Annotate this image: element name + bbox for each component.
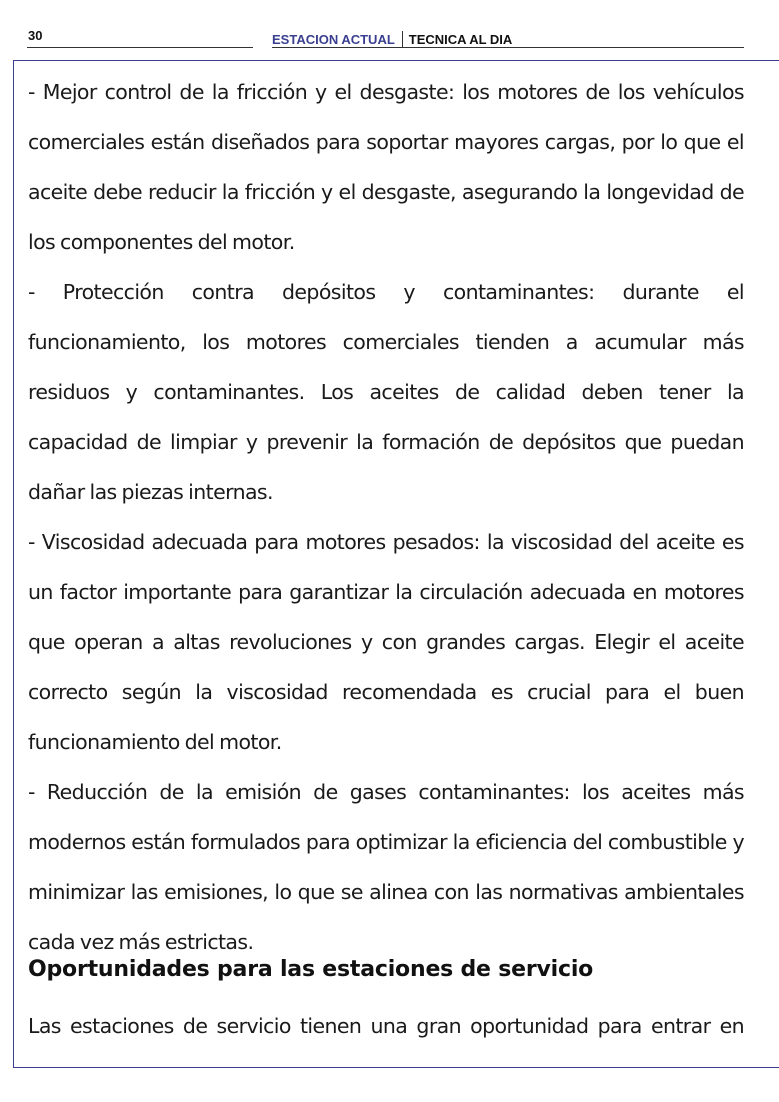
paragraph-friction-control: - Mejor control de la fricción y el desgaste: los motores de los vehículos comerciales están diseñados para soportar mayores cargas, por lo que el aceite debe reducir la fricción y el desgaste, asegurando la longevidad de los componentes del motor.: [28, 80, 744, 254]
article-body: [28, 67, 744, 967]
paragraph-opportunities: Las estaciones de servicio tienen una gran oportunidad para entrar en: [28, 1014, 744, 1038]
paragraph-deposit-protection: - Protección contra depósitos y contaminantes: durante el funcionamiento, los motores comerciales tienden a acumular más residuos y contaminantes. Los aceites de calidad deben tener la capacidad de limpiar y prevenir la formación de depósitos que puedan dañar las piezas internas.: [28, 280, 744, 504]
section-tag: TECNICA AL DIA: [408, 32, 513, 47]
paragraph-viscosity: - Viscosidad adecuada para motores pesados: la viscosidad del aceite es un factor importante para garantizar la circulación adecuada en motores que operan a altas revoluciones y con grandes cargas. Elegir el aceite correcto según la viscosidad recomendada es crucial para el buen funcionamiento del motor.: [28, 530, 744, 754]
header-rule-right: [272, 47, 744, 48]
running-header: [272, 31, 512, 47]
header-separator: [402, 31, 403, 47]
paragraph-emissions: - Reducción de la emisión de gases contaminantes: los aceites más modernos están formulados para optimizar la eficiencia del combustible y minimizar las emisiones, lo que se alinea con las normativas ambientales cada vez más estrictas.: [28, 780, 744, 954]
header-rule-left: [27, 47, 253, 48]
page-number: 30: [28, 28, 43, 43]
section-name: ESTACION ACTUAL: [272, 32, 395, 47]
section-heading: Oportunidades para las estaciones de servicio: [28, 957, 594, 982]
